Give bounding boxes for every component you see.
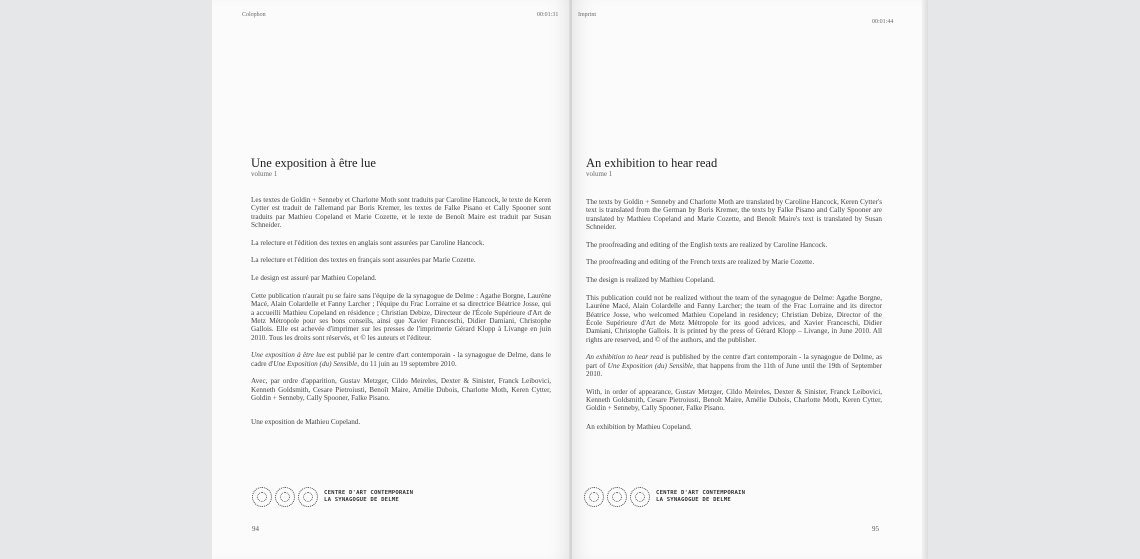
paragraph: The design is realized by Mathieu Copeland.	[586, 276, 715, 285]
synagogue-logo-left	[252, 486, 413, 508]
logo-line-1: CENTRE D'ART CONTEMPORAIN	[656, 490, 746, 496]
timecode-left: 00:01:31	[537, 12, 559, 18]
body-text-right	[586, 198, 882, 440]
paragraph: This publication could not be realized without the team of the synagogue de Delme: Agathe Borgne, Laurène Macé, Alain Colardelle and Fanny Larcher; the team of the Frac Lorraine and its director Béatrice Josse, who welcomed Mathieu Copeland in residency; Christian Debize, Director of the École Supérieure d'Art de Metz Métropole for its good advices, and Xavier Franceschi, Didier Damiani, Christophe Gallois. It is printed by the press of Gérard Klopp – Livange, in June 2010. All rights are reserved, and © of the authors, and the publisher.	[586, 294, 882, 344]
dotted-circle-icon	[584, 487, 604, 507]
open-book	[212, 0, 928, 559]
page-title-left: Une exposition à être lue	[251, 156, 376, 170]
paragraph: Cette publication n'aurait pu se faire sans l'équipe de la synagogue de Delme : Agathe Borgne, Laurène Macé, Alain Colardelle et Fanny Larcher ; l'équipe du Frac Lorraine et sa directrice Béatrice Josse, qui a accueilli Mathieu Copeland en résidence ; Christian Debize, Directeur de l'École Supérieure d'Art de Metz Métropole pour ses bons conseils, ainsi que Xavier Franceschi, Didier Damiani, Christophe Gallois. Elle est achevée d'imprimer sur les presses de l'imprimerie Gérard Klopp à Livange en juin 2010. Tous les droits sont réservés, et © les auteurs et l'éditeur.	[251, 292, 551, 342]
logo-line-2: LA SYNAGOGUE DE DELME	[324, 497, 399, 503]
italic-title: Une exposition à être lue	[251, 351, 325, 360]
italic-title: Une Exposition (du) Sensible	[273, 359, 358, 368]
dotted-circle-icon	[298, 487, 318, 507]
body-text-left	[251, 196, 551, 436]
synagogue-logo-right	[584, 486, 745, 508]
paragraph: The proofreading and editing of the English texts are realized by Caroline Hancock.	[586, 240, 828, 249]
paragraph: The texts by Goldin + Senneby and Charlotte Moth are translated by Caroline Hancock, Keren Cytter's text is translated from the German by Boris Kremer, the texts by Falke Pisano and Cally Spooner are translated by Mathieu Copeland and Marie Cozette, and Benoît Maire's text is translated by Susan Schneider.	[586, 198, 882, 231]
page-subtitle-left: volume 1	[251, 170, 278, 178]
dotted-circle-icon	[275, 487, 295, 507]
logo-line-2: LA SYNAGOGUE DE DELME	[656, 497, 731, 503]
page-number-right: 95	[872, 525, 879, 533]
dotted-circle-icon	[252, 487, 272, 507]
appearance-paragraph: With, in order of appearance, Gustav Metzger, Cildo Meireles, Dexter & Sinister, Franck Leibovici, Kenneth Goldsmith, Cesare Pietroiusti, Benoît Maire, Amélie Dubois, Charlotte Moth, Keren Cytter, Goldin + Senneby, Cally Spooner, Falke Pisano.	[586, 387, 882, 413]
appearance-paragraph: Avec, par ordre d'apparition, Gustav Metzger, Cildo Meireles, Dexter & Sinister, Franck Leibovici, Kenneth Goldsmith, Cesare Pietroiusti, Benoît Maire, Amélie Dubois, Charlotte Moth, Keren Cytter, Goldin + Senneby, Cally Spooner, Falke Pisano.	[251, 377, 551, 403]
italic-title: An exhibition to hear read	[586, 353, 664, 362]
paragraph: Le design est assuré par Mathieu Copeland.	[251, 274, 377, 283]
page-subtitle-right: volume 1	[586, 170, 613, 178]
page-number-left: 94	[252, 525, 259, 533]
paragraph: Les textes de Goldin + Senneby et Charlotte Moth sont traduits par Caroline Hancock, le texte de Keren Cytter est traduit de l'allemand par Boris Kremer, les textes de Falke Pisano et Cally Spooner sont traduits par Mathieu Copeland et Marie Cozette, et le texte de Benoît Maire est traduit par Susan Schneider.	[251, 196, 551, 229]
page-edges	[922, 0, 928, 559]
closing-line: Une exposition de Mathieu Copeland.	[251, 418, 361, 427]
paragraph: The proofreading and editing of the French texts are realized by Marie Cozette.	[586, 258, 815, 267]
publisher-paragraph: An exhibition to hear read is published by the centre d'art contemporain - la synagogue de Delme, as part of Une Exposition (du) Sensible, that happens from the 11th of June until the 19th of September 2010.	[586, 353, 882, 378]
running-head-right: Imprint	[578, 12, 596, 18]
dotted-circle-icon	[630, 487, 650, 507]
timecode-right: 00:01:44	[872, 19, 894, 25]
left-page	[212, 0, 570, 559]
closing-line: An exhibition by Mathieu Copeland.	[586, 422, 692, 431]
dotted-circle-icon	[607, 487, 627, 507]
right-page	[572, 0, 922, 559]
paragraph: La relecture et l'édition des textes en français sont assurées par Marie Cozette.	[251, 256, 476, 265]
italic-title: Une Exposition (du) Sensible	[607, 361, 694, 370]
publisher-paragraph: Une exposition à être lue est publié par le centre d'art contemporain - la synagogue de Delme, dans le cadre d'Une Exposition (du) Sensible, du 11 juin au 19 septembre 2010.	[251, 351, 551, 368]
page-title-right: An exhibition to hear read	[586, 156, 718, 170]
paragraph: La relecture et l'édition des textes en anglais sont assurées par Caroline Hancock.	[251, 238, 485, 247]
logo-line-1: CENTRE D'ART CONTEMPORAIN	[324, 490, 414, 496]
running-head-left: Colophon	[242, 12, 266, 18]
